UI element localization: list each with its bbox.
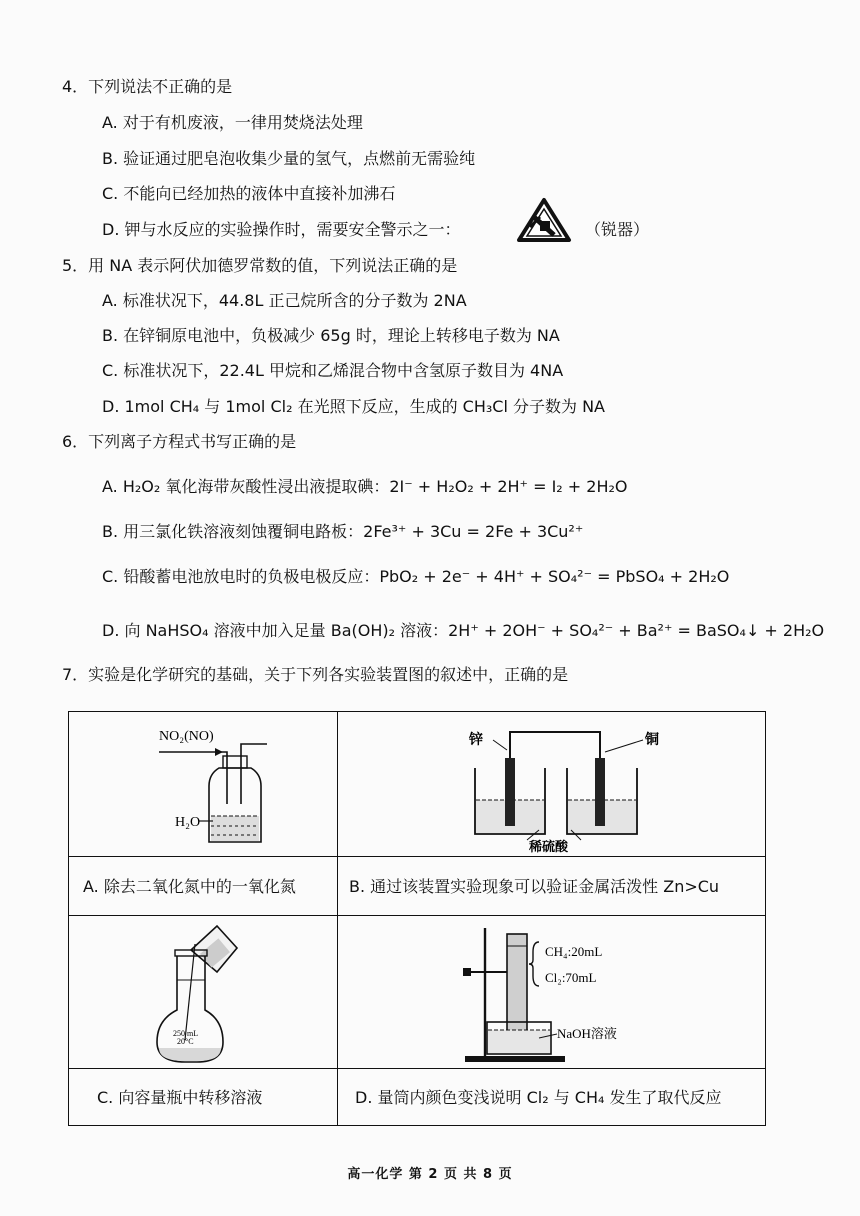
q5-option-a: A. 标准状况下，44.8L 正己烷所含的分子数为 2NA [102,291,467,310]
q7-option-d: D. 量筒内颜色变浅说明 Cl₂ 与 CH₄ 发生了取代反应 [355,1088,722,1107]
figure-a-gas-washing-bottle [145,722,275,851]
q7-option-b: B. 通过该装置实验现象可以验证金属活泼性 Zn>Cu [349,877,720,896]
q4-option-b: B. 验证通过肥皂泡收集少量的氢气，点燃前无需验纯 [102,149,476,168]
experiment-table [68,711,766,1126]
q6-stem: 6．下列离子方程式书写正确的是 [62,432,297,451]
q7-option-c: C. 向容量瓶中转移溶液 [97,1088,263,1107]
figure-b-solution-label: 稀硫酸 [529,839,569,853]
figure-d-ch4-label: CH₄:20mL [545,944,603,959]
sharp-object-warning-icon [516,197,572,247]
q7-option-a: A. 除去二氧化氮中的一氧化氮 [83,877,296,896]
figure-c-temp-label: 20°C [177,1037,194,1046]
q4-option-d: D. 钾与水反应的实验操作时，需要安全警示之一： [102,220,461,239]
q4-option-a: A. 对于有机废液，一律用焚烧法处理 [102,113,363,132]
figure-a-liquid-label: H₂O [175,815,201,830]
q5-option-c: C. 标准状况下，22.4L 甲烷和乙烯混合物中含氢原子数目为 4NA [102,361,564,380]
q4-stem: 4．下列说法不正确的是 [62,77,233,96]
page-footer: 高一化学 第 2 页 共 8 页 [347,1167,513,1182]
figure-b-right-electrode-label: 铜 [645,733,659,748]
figure-c-volumetric-flask [151,920,241,1069]
q6-option-a: A. H₂O₂ 氧化海带灰酸性浸出液提取碘：2I⁻ + H₂O₂ + 2H⁺ = I₂ + 2H₂O [102,477,628,496]
q5-option-b: B. 在锌铜原电池中，负极减少 65g 时，理论上转移电子数为 NA [102,326,560,345]
figure-b-left-electrode-label: 锌 [469,733,483,748]
figure-b-galvanic-cell [457,718,667,857]
q4-option-d-tail: （锐器） [585,220,650,239]
q4-option-c: C. 不能向已经加热的液体中直接补加沸石 [102,184,396,203]
q5-option-d: D. 1mol CH₄ 与 1mol Cl₂ 在光照下反应，生成的 CH₃Cl 分子数为 NA [102,397,605,416]
figure-d-methane-chlorination [459,924,719,1068]
table-divider-2 [69,915,765,916]
q6-option-b: B. 用三氯化铁溶液刻蚀覆铜电路板：2Fe³⁺ + 3Cu = 2Fe + 3Cu²⁺ [102,522,584,541]
q6-option-d: D. 向 NaHSO₄ 溶液中加入足量 Ba(OH)₂ 溶液：2H⁺ + 2OH⁻ + SO₄²⁻ + Ba²⁺ = BaSO₄↓ + 2H₂O [102,621,825,640]
q6-option-c: C. 铅酸蓄电池放电时的负极电极反应：PbO₂ + 2e⁻ + 4H⁺ + SO₄²⁻ = PbSO₄ + 2H₂O [102,567,730,586]
figure-d-cl2-label: Cl₂:70mL [545,970,597,985]
q5-stem: 5．用 NA 表示阿伏加德罗常数的值，下列说法正确的是 [62,256,458,275]
figure-a-gas-label: NO₂(NO) [159,729,214,744]
figure-d-solution-label: NaOH溶液 [557,1026,617,1041]
q7-stem: 7．实验是化学研究的基础，关于下列各实验装置图的叙述中，正确的是 [62,665,569,684]
table-divider-vertical [337,712,338,1125]
figure-c-volume-label: 250 mL [173,1029,199,1038]
